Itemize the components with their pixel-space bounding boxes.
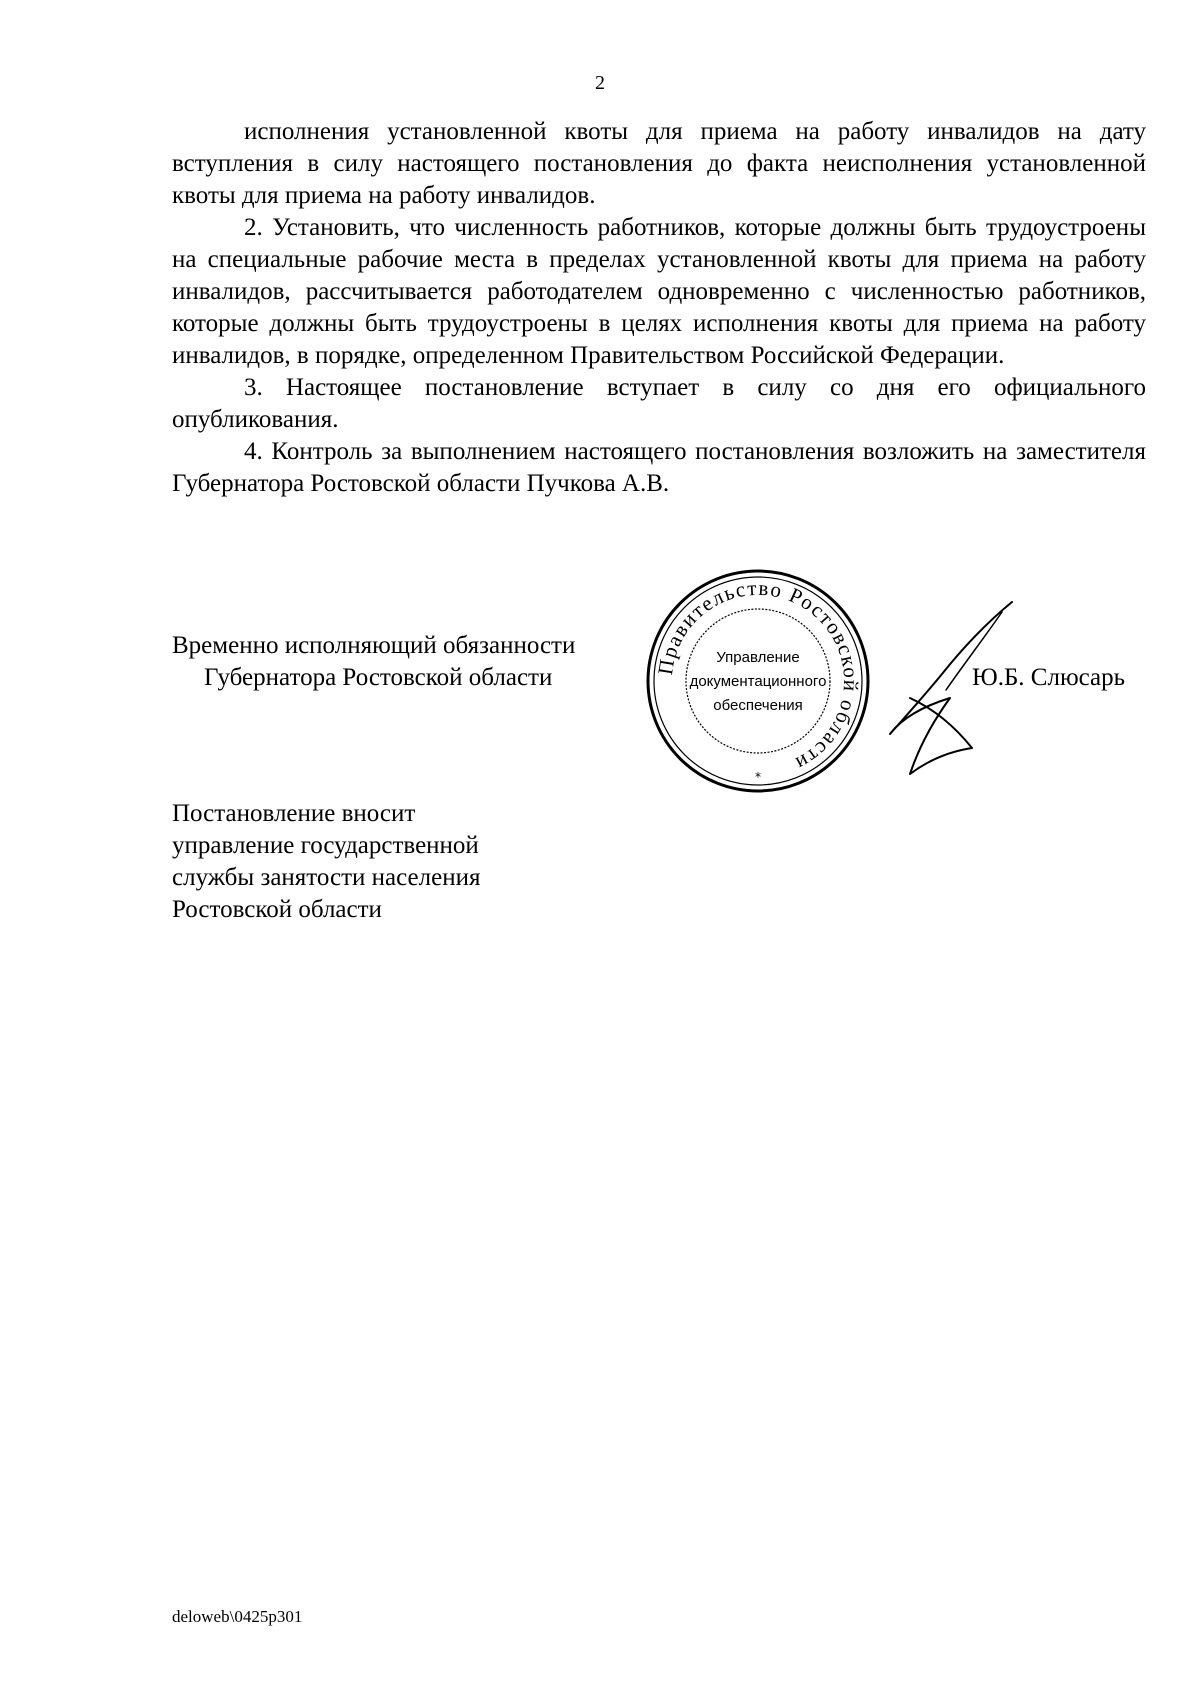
submitted-by-line-2: управление государственной xyxy=(172,832,479,859)
submitted-by-line-4: Ростовской области xyxy=(172,896,382,923)
paragraph-item-3: 3. Настоящее постановление вступает в силу со дня его официального опубликования. xyxy=(172,374,1146,433)
signer-title-line-1: Временно исполняющий обязанности xyxy=(172,632,576,659)
seal-center-line-3: обеспечения xyxy=(713,697,803,714)
signer-name: Ю.Б. Слюсарь xyxy=(972,664,1126,691)
paragraph-item-2: 2. Установить, что численность работников, которые должны быть трудоустроены на специальные рабочие места в пределах установленной квоты для приема на работу инвалидов, рассчитывается работодателем одновременно с численностью работников, которые должны быть трудоустроены в целях исполнения квоты для приема на работу инвалидов, в порядке, определенном Правительством Российской Федерации. xyxy=(172,214,1146,369)
paragraph-continuation: исполнения установленной квоты для приема на работу инвалидов на дату вступления в силу настоящего постановления до факта неисполнения установленной квоты для приема на работу инвалидов. xyxy=(172,118,1146,209)
seal-ring-text: Правительство Ростовской области xyxy=(653,575,864,777)
handwritten-signature xyxy=(880,598,1020,788)
signer-title-line-2: Губернатора Ростовской области xyxy=(204,664,553,691)
submitted-by-line-3: службы занятости населения xyxy=(172,864,481,891)
page-number: 2 xyxy=(595,72,605,94)
paragraph-item-4: 4. Контроль за выполнением настоящего постановления возложить на заместителя Губернатора Ростовской области Пучкова А.В. xyxy=(172,438,1146,497)
footer-document-code: deloweb\0425p301 xyxy=(172,1607,303,1626)
signer-title xyxy=(172,630,652,694)
document-body xyxy=(172,116,1146,500)
seal-star-icon: * xyxy=(755,770,761,784)
submitted-by-block xyxy=(172,798,772,926)
seal-center-line-1: Управление xyxy=(716,649,800,666)
seal-center-line-2: документационного xyxy=(689,673,827,690)
official-seal xyxy=(645,568,871,794)
submitted-by-line-1: Постановление вносит xyxy=(172,800,416,827)
